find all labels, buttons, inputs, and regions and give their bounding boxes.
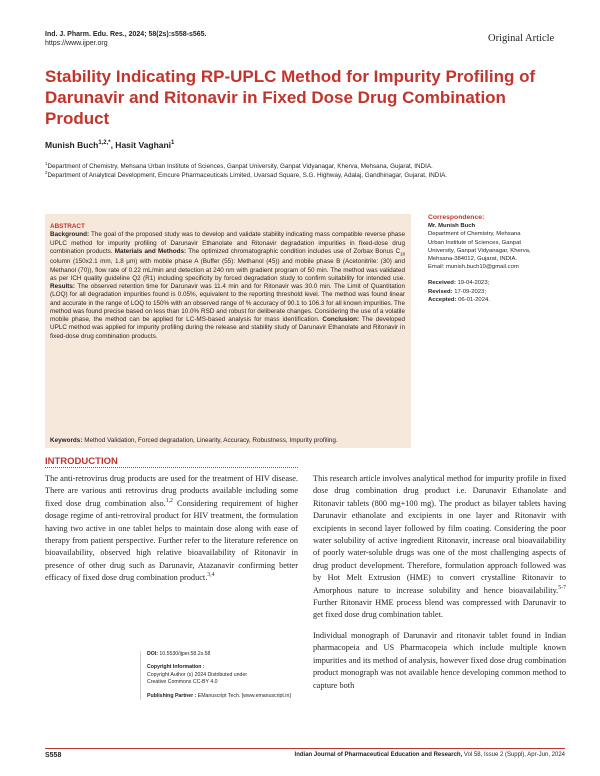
abstract xyxy=(50,223,405,341)
accepted-date: 06-01-2024. xyxy=(456,296,490,303)
introduction-underline xyxy=(45,467,298,468)
methods-subscript: 18 xyxy=(400,251,406,257)
correspondence-line: University, Ganpat Vidyanagar, Kherva, xyxy=(428,247,531,254)
journal-citation xyxy=(45,30,206,48)
citation: 1,2 xyxy=(165,498,173,505)
correspondence-line: Mehsana-384012, Gujarat, INDIA. xyxy=(428,256,518,263)
keywords xyxy=(50,437,405,445)
page-number: S558 xyxy=(45,752,62,759)
doi-info-box xyxy=(140,651,307,700)
background-text: The goal of the proposed study was to develop and validate stability indicating mass compatible reverse phase UPLC method for impurity profiling of Darunavir Ethanolate and Ritonavir degradation impurities in fixed-dose drug combination products. xyxy=(50,231,405,255)
paper-title: Stability Indicating RP-UPLC Method for Impurity Profiling of Darunavir and Ritonavir in Fixed Dose Drug Combination Product xyxy=(45,67,536,128)
keywords-label: Keywords: xyxy=(50,437,83,444)
intro-paragraph: Individual monograph of Darunavir and ritonavir tablet found in Indian pharmacopeia and US Pharmacopeia which include multiple known impurities and its method of analysis, however fixed dose drug combination product monograph was not available hence developing common method to capture both xyxy=(313,630,566,690)
right-column xyxy=(313,473,566,700)
methods-label: Materials and Methods: xyxy=(112,247,187,255)
received-date: 19-04-2023; xyxy=(455,280,490,287)
correspondence-line: Urban Institute of Sciences, Ganpat xyxy=(428,239,521,246)
author-1: Munish Buch xyxy=(45,140,99,150)
citation: 5-7 xyxy=(558,584,566,591)
intro-paragraph: This research article involves analytical method for impurity profile in fixed dose drug combination drug product i.e. Darunavir Ethanolate and Ritonavir tablets (800 mg+100 mg). The product as bilayer tablets having Darunavir ethanolate and excipients in one layer and Ritonavir with excipients in second layer followed by film coating. Considering the poor water solubility of active ingredient Ritonavir, increase oral bioavailability of poorly water-soluble drugs was one of the most challenging aspects of drug product development. Therefore, formulation approach followed was by Hot Melt Extrusion (HME) to convert crystalline Ritonavir to Amorphous nature to increase solubility and hence bioavailability.$^{5-7}$ Further Ritonavir HME process blend was compressed with Darunavir to get fixed dose drug combination tablet. xyxy=(313,474,566,620)
affiliation-1: $^1$Department of Chemistry, Mehsana Urban Institute of Sciences, Ganpat University, Ganpat Vidyanagar, Kherva, Mehsana, Gujarat, INDIA. xyxy=(45,160,433,170)
correspondence-email[interactable]: Email: munish.buch10@gmail.com xyxy=(428,264,519,271)
accepted-label: Accepted: xyxy=(428,296,457,303)
keywords-text: Method Validation, Forced degradation, Linearity, Accuracy, Robustness, Impurity profiling. xyxy=(82,437,338,444)
conclusion-label: Conclusion: xyxy=(319,316,360,324)
article-dates xyxy=(428,279,563,304)
copyright-line: Creative Commons CC-BY 4.0 xyxy=(147,679,218,686)
publisher-line: Publishing Partner : EManuscript Tech. [www.emanuscript.in] xyxy=(147,692,291,699)
doi-line: DOI: 10.5530/ijper.58.2s.58 xyxy=(147,651,211,657)
correspondence-line: Department of Chemistry, Mehsana xyxy=(428,231,521,238)
introduction-heading: INTRODUCTION xyxy=(45,456,118,467)
footer-journal xyxy=(228,752,565,758)
results-text: The observed retention time for Darunavir was 11.4 min and for Ritonavir was 30.0 min. The Limit of Quantitation (LOQ) for all degradation impurities found is 0.05%, equivalent to the reporting threshold level. The method was found linear and accurate in the range of LOQ to 150% with an observed range of % accuracy of 90.1 to 106.3 for all known impurities. The method was found precise based on less than 10.0% RSD and robust for deliberate changes. Considering the use of a volatile mobile phase, the method can be applied for LC-MS-based analysis for mass identification. xyxy=(50,283,405,324)
received-label: Received: xyxy=(428,280,456,287)
copyright-line: Copyright Author (s) 2024 Distributed under xyxy=(147,671,248,678)
intro-paragraph: The anti-retrovirus drug products are used for the treatment of HIV disease. There are various anti retrovirus drug products available including some fixed dose drug combination also.$^{1,2}$ Considering requirement of higher dosage regime of anti-retroviral product for HIV treatment, the formulation having two active in one tablet helps to maintain dose along with ease of therapy from patient perspective. Further refer to the literature reference on bioavailability, observed high relative bioavailability of Ritonavir in presence of other drug such as Darunavir, Atazanavir confirming better efficacy of fixed dose drug combination product.$^{3,4}$ xyxy=(45,474,298,583)
revised-label: Revised: xyxy=(428,288,453,295)
abstract-heading: ABSTRACT xyxy=(50,223,85,230)
correspondence-heading: Correspondence: xyxy=(428,214,485,221)
author-1-affil: 1,2,* xyxy=(98,140,111,147)
author-list xyxy=(45,140,174,150)
methods-text-b: column (150x2.1 mm, 1.8 µm) with mobile phase A (Buffer (55): Methanol (45)) and mobile phase B (Acetonitrile: (30) and Methanol (70)), flow rate of 0.22 mL/min and detection at 240 nm with gradient program of 50 min. The method was validated as per ICH quality guideline Q2 (R1) including specificity by forced degradation study to confirm suitability for intended use. xyxy=(50,258,405,282)
revised-date: 17-09-2023; xyxy=(452,288,486,295)
citation: 3,4 xyxy=(207,572,215,579)
journal-url[interactable]: https://www.ijper.org xyxy=(45,40,108,47)
author-2-affil: 1 xyxy=(171,140,175,147)
doi-value[interactable]: 10.5530/ijper.58.2s.58 xyxy=(157,651,211,657)
left-column xyxy=(45,473,298,593)
footer-journal-name: Indian Journal of Pharmaceutical Education and Research, xyxy=(294,752,463,758)
affiliation-2: $^2$Department of Analytical Development, Emcure Pharmaceuticals Limited, Uvarsad Square, S.G. Highway, Adalaj, Gandhinagar, Gujarat, INDIA. xyxy=(45,169,448,179)
copyright-heading: Copyright Information : xyxy=(147,664,205,671)
journal-line: Ind. J. Pharm. Edu. Res., 2024; 58(2s):s558-s565. xyxy=(45,31,207,38)
footer-issue: Vol 58, Issue 2 (Suppl), Apr-Jun, 2024 xyxy=(462,752,565,758)
correspondence-name: Mr. Munish Buch xyxy=(428,223,476,230)
correspondence xyxy=(428,214,563,304)
article-type: Original Article xyxy=(488,33,555,44)
footer-divider xyxy=(45,748,565,749)
author-separator: , Hasit Vaghani xyxy=(110,140,172,150)
results-label: Results: xyxy=(50,283,76,291)
affiliations xyxy=(45,160,565,181)
background-label: Background: xyxy=(50,231,90,239)
conclusion-text: The developed UPLC method was applied for impurity profiling during the release and stability study of Darunavir Ethanolate and Ritonavir in fixed-dose drug combination products. xyxy=(50,316,406,340)
methods-text-a: The optimized chromatographic condition includes use of Zorbax Bonus C xyxy=(186,247,401,255)
